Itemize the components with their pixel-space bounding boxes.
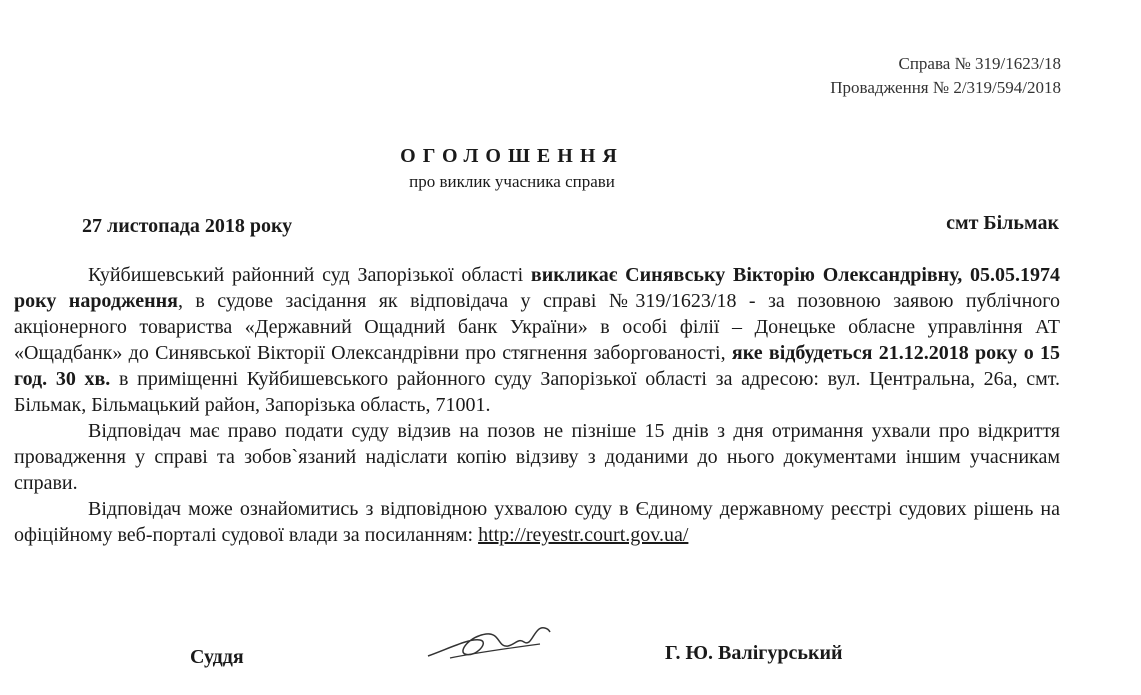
summons-text-3: в приміщенні Куйбишевського районного суду Запорізької області за адресою: вул. Центральна, 26а, смт. Більмак, Більмацький район, Запорізька область, 71001. [14,368,1060,416]
signature-scribble [420,618,560,668]
registry-link[interactable]: http://reyestr.court.gov.ua/ [478,524,689,546]
paragraph-rights: Відповідач має право подати суду відзив на позов не пізніше 15 днів з дня отримання ухвали про відкриття провадження у справі та зобов`язаний надіслати копію відзиву з доданими до нього документами іншим учасникам справи. [14,420,1060,494]
document-place: смт Більмак [946,212,1059,234]
document-date: 27 листопада 2018 року [82,215,293,237]
document-body [14,262,1060,548]
case-number: Справа № 319/1623/18 [898,54,1061,73]
document-subtitle: про виклик учасника справи [409,172,615,191]
proceeding-number: Провадження № 2/319/594/2018 [830,78,1061,97]
case-header [830,52,1061,100]
summons-text-1: Куйбишевський районний суд Запорізької області [88,264,531,286]
registry-text: Відповідач може ознайомитись з відповідною ухвалою суду в Єдиному державному реєстрі судових рішень на офіційному веб-порталі судової влади за посиланням: [14,498,1060,546]
summons-bold-1: викликає Синявську Вікторію Олександрівну, 05.05.1974 року народження [14,264,1060,312]
summons-bold-2: яке відбудеться 21.12.2018 року о 15 год. 30 хв. [14,342,1060,390]
paragraph-registry [14,496,1060,548]
summons-text-2: , в судове засідання як відповідача у справі №319/1623/18 - за позовною заявою публічного акціонерного товариства «Державний Ощадний банк України» в особі філії – Донецьке обласне управління АТ «Ощадбанк» до Синявської Вікторії Олександрівни про стягнення заборгованості, [14,290,1060,364]
judge-name: Г. Ю. Валігурський [665,642,843,664]
document-title: ОГОЛОШЕННЯ [400,145,624,167]
paragraph-summons [14,262,1060,418]
judge-role: Суддя [190,646,244,668]
